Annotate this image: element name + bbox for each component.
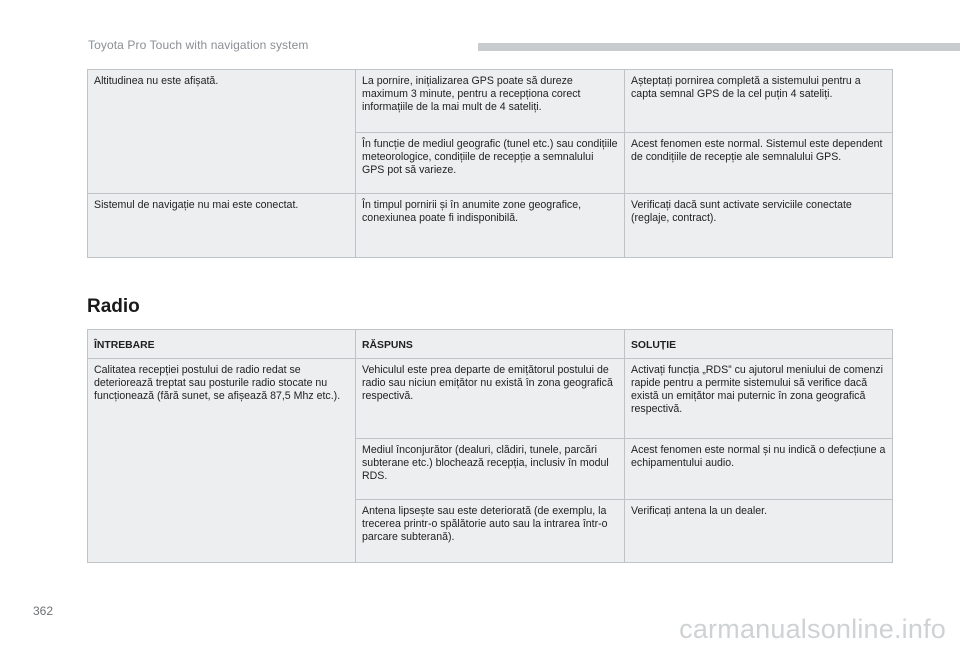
radio-troubleshooting-table [87,329,893,563]
answer-cell: Antena lipsește sau este deteriorată (de exemplu, la trecerea printr-o spălătorie auto sau la intrarea într-o parcare subterană). [356,500,625,563]
column-header-answer: RĂSPUNS [356,330,625,359]
table-row [88,70,893,133]
answer-cell: La pornire, inițializarea GPS poate să dureze maximum 3 minute, pentru a recepționa corect informațiile de la mai mult de 4 sateliți. [356,70,625,133]
column-header-question: ÎNTREBARE [88,330,356,359]
answer-cell: Mediul înconjurător (dealuri, clădiri, tunele, parcări subterane etc.) blochează recepția, inclusiv în modul RDS. [356,439,625,500]
answer-cell: Vehiculul este prea departe de emițătorul postului de radio sau niciun emițător nu există în zona geografică respectivă. [356,359,625,439]
table-header-row [88,330,893,359]
solution-cell: Verificați antena la un dealer. [625,500,893,563]
section-heading-radio: Radio [87,296,140,317]
solution-cell: Așteptați pornirea completă a sistemului pentru a capta semnal GPS de la cel puțin 4 sateliți. [625,70,893,133]
solution-cell: Acest fenomen este normal și nu indică o defecțiune a echipamentului audio. [625,439,893,500]
table-row [88,194,893,258]
answer-cell: În funcție de mediul geografic (tunel etc.) sau condițiile meteorologice, condițiile de recepție a semnalului GPS pot să varieze. [356,133,625,194]
column-header-solution: SOLUȚIE [625,330,893,359]
question-cell: Calitatea recepției postului de radio redat se deteriorează treptat sau posturile radio stocate nu funcționează (fără sunet, se afișează 87,5 Mhz etc.). [88,359,356,563]
table-row [88,359,893,439]
question-cell: Sistemul de navigație nu mai este conectat. [88,194,356,258]
solution-cell: Acest fenomen este normal. Sistemul este dependent de condițiile de recepție ale semnalului GPS. [625,133,893,194]
solution-cell: Verificați dacă sunt activate serviciile conectate (reglaje, contract). [625,194,893,258]
gps-troubleshooting-table [87,69,893,258]
watermark: carmanualsonline.info [679,614,946,644]
page-number: 362 [33,604,54,618]
header-divider-bar [478,43,960,51]
answer-cell: În timpul pornirii și în anumite zone geografice, conexiunea poate fi indisponibilă. [356,194,625,258]
solution-cell: Activați funcția „RDS” cu ajutorul meniului de comenzi rapide pentru a permite sistemului să verifice dacă există un emițător mai puternic în zona geografică respectivă. [625,359,893,439]
question-cell: Altitudinea nu este afișată. [88,70,356,194]
document-header-title: Toyota Pro Touch with navigation system [88,38,309,52]
